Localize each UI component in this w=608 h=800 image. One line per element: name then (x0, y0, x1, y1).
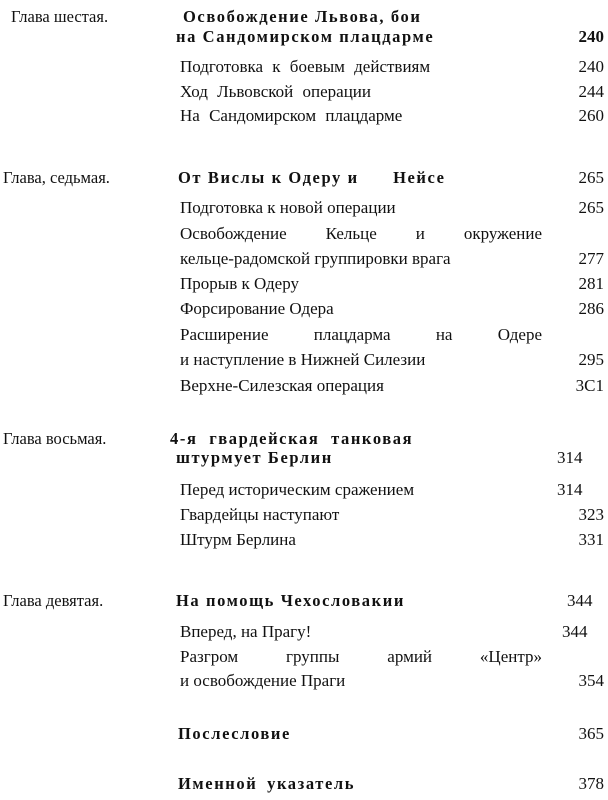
chapter-9-entry-2-line-1: Разгром группы армий «Центр» (180, 647, 542, 666)
afterword-title: Послесловие (178, 724, 291, 743)
chapter-6-entry-2: Ход Львовской операции (180, 82, 372, 101)
chapter-7-entry-5-line-2: и наступление в Нижней Силезии (180, 350, 426, 369)
chapter-7-entry-1-page: 265 (578, 198, 604, 217)
chapter-9-entry-1: Вперед, на Прагу! (180, 622, 312, 641)
chapter-6-entry-3: На Сандомирском плацдарме (180, 106, 403, 125)
chapter-8-entry-1: Перед историческим сражением (180, 480, 415, 499)
chapter-8-entry-2: Гвардейцы наступают (180, 505, 340, 524)
chapter-8-entry-3: Штурм Берлина (180, 530, 296, 549)
name-index-page: 378 (578, 774, 604, 793)
chapter-7-entry-4-page: 286 (578, 299, 604, 318)
chapter-9-entry-2-page: 354 (578, 671, 604, 690)
chapter-6-entry-1-page: 240 (578, 57, 604, 76)
chapter-9-label: Глава девятая. (3, 591, 104, 610)
chapter-9-title-page: 344 (567, 591, 593, 610)
chapter-8-label: Глава восьмая. (3, 429, 107, 448)
chapter-9-entry-2-line-2: и освобождение Праги (180, 671, 346, 690)
chapter-7-entry-5-page: 295 (578, 350, 604, 369)
chapter-7-entry-2-page: 277 (578, 249, 604, 268)
chapter-8-title-page: 314 (557, 448, 583, 467)
name-index-title: Именной указатель (178, 774, 356, 793)
chapter-6-entry-1: Подготовка к боевым действиям (180, 57, 431, 76)
chapter-7-entry-6-page: 3С1 (575, 376, 604, 395)
chapter-6-title-line-1: Освобождение Львова, бои (183, 7, 422, 26)
chapter-7-entry-2-line-1: Освобождение Кельце и окружение (180, 224, 542, 243)
chapter-6-entry-2-page: 244 (578, 82, 604, 101)
chapter-8-title-line-2: штурмует Берлин (176, 448, 333, 467)
chapter-7-entry-3: Прорыв к Одеру (180, 274, 300, 293)
chapter-8-entry-1-page: 314 (557, 480, 583, 499)
chapter-7-entry-2-line-2: кельце-радомской группировки врага (180, 249, 451, 268)
chapter-7-entry-4: Форсирование Одера (180, 299, 334, 318)
chapter-7-title: От Вислы к Одеру и Нейсе (178, 168, 446, 187)
chapter-7-title-page: 265 (578, 168, 604, 187)
chapter-7-entry-6: Верхне-Силезская операция (180, 376, 384, 395)
chapter-9-entry-1-page: 344 (562, 622, 588, 641)
chapter-8-entry-3-page: 331 (578, 530, 604, 549)
chapter-7-entry-5-line-1: Расширение плацдарма на Одере (180, 325, 542, 344)
chapter-8-title-line-1: 4-я гвардейская танковая (170, 429, 414, 448)
chapter-7-entry-3-page: 281 (578, 274, 604, 293)
chapter-6-entry-3-page: 260 (578, 106, 604, 125)
chapter-7-entry-1: Подготовка к новой операции (180, 198, 396, 217)
chapter-7-label: Глава, седьмая. (3, 168, 110, 187)
chapter-9-title: На помощь Чехословакии (176, 591, 405, 610)
afterword-page: 365 (578, 724, 604, 743)
chapter-6-title-line-2: на Сандомирском плацдарме (176, 27, 435, 46)
chapter-8-entry-2-page: 323 (578, 505, 604, 524)
chapter-6-label: Глава шестая. (11, 7, 109, 26)
chapter-6-title-page: 240 (578, 27, 604, 46)
